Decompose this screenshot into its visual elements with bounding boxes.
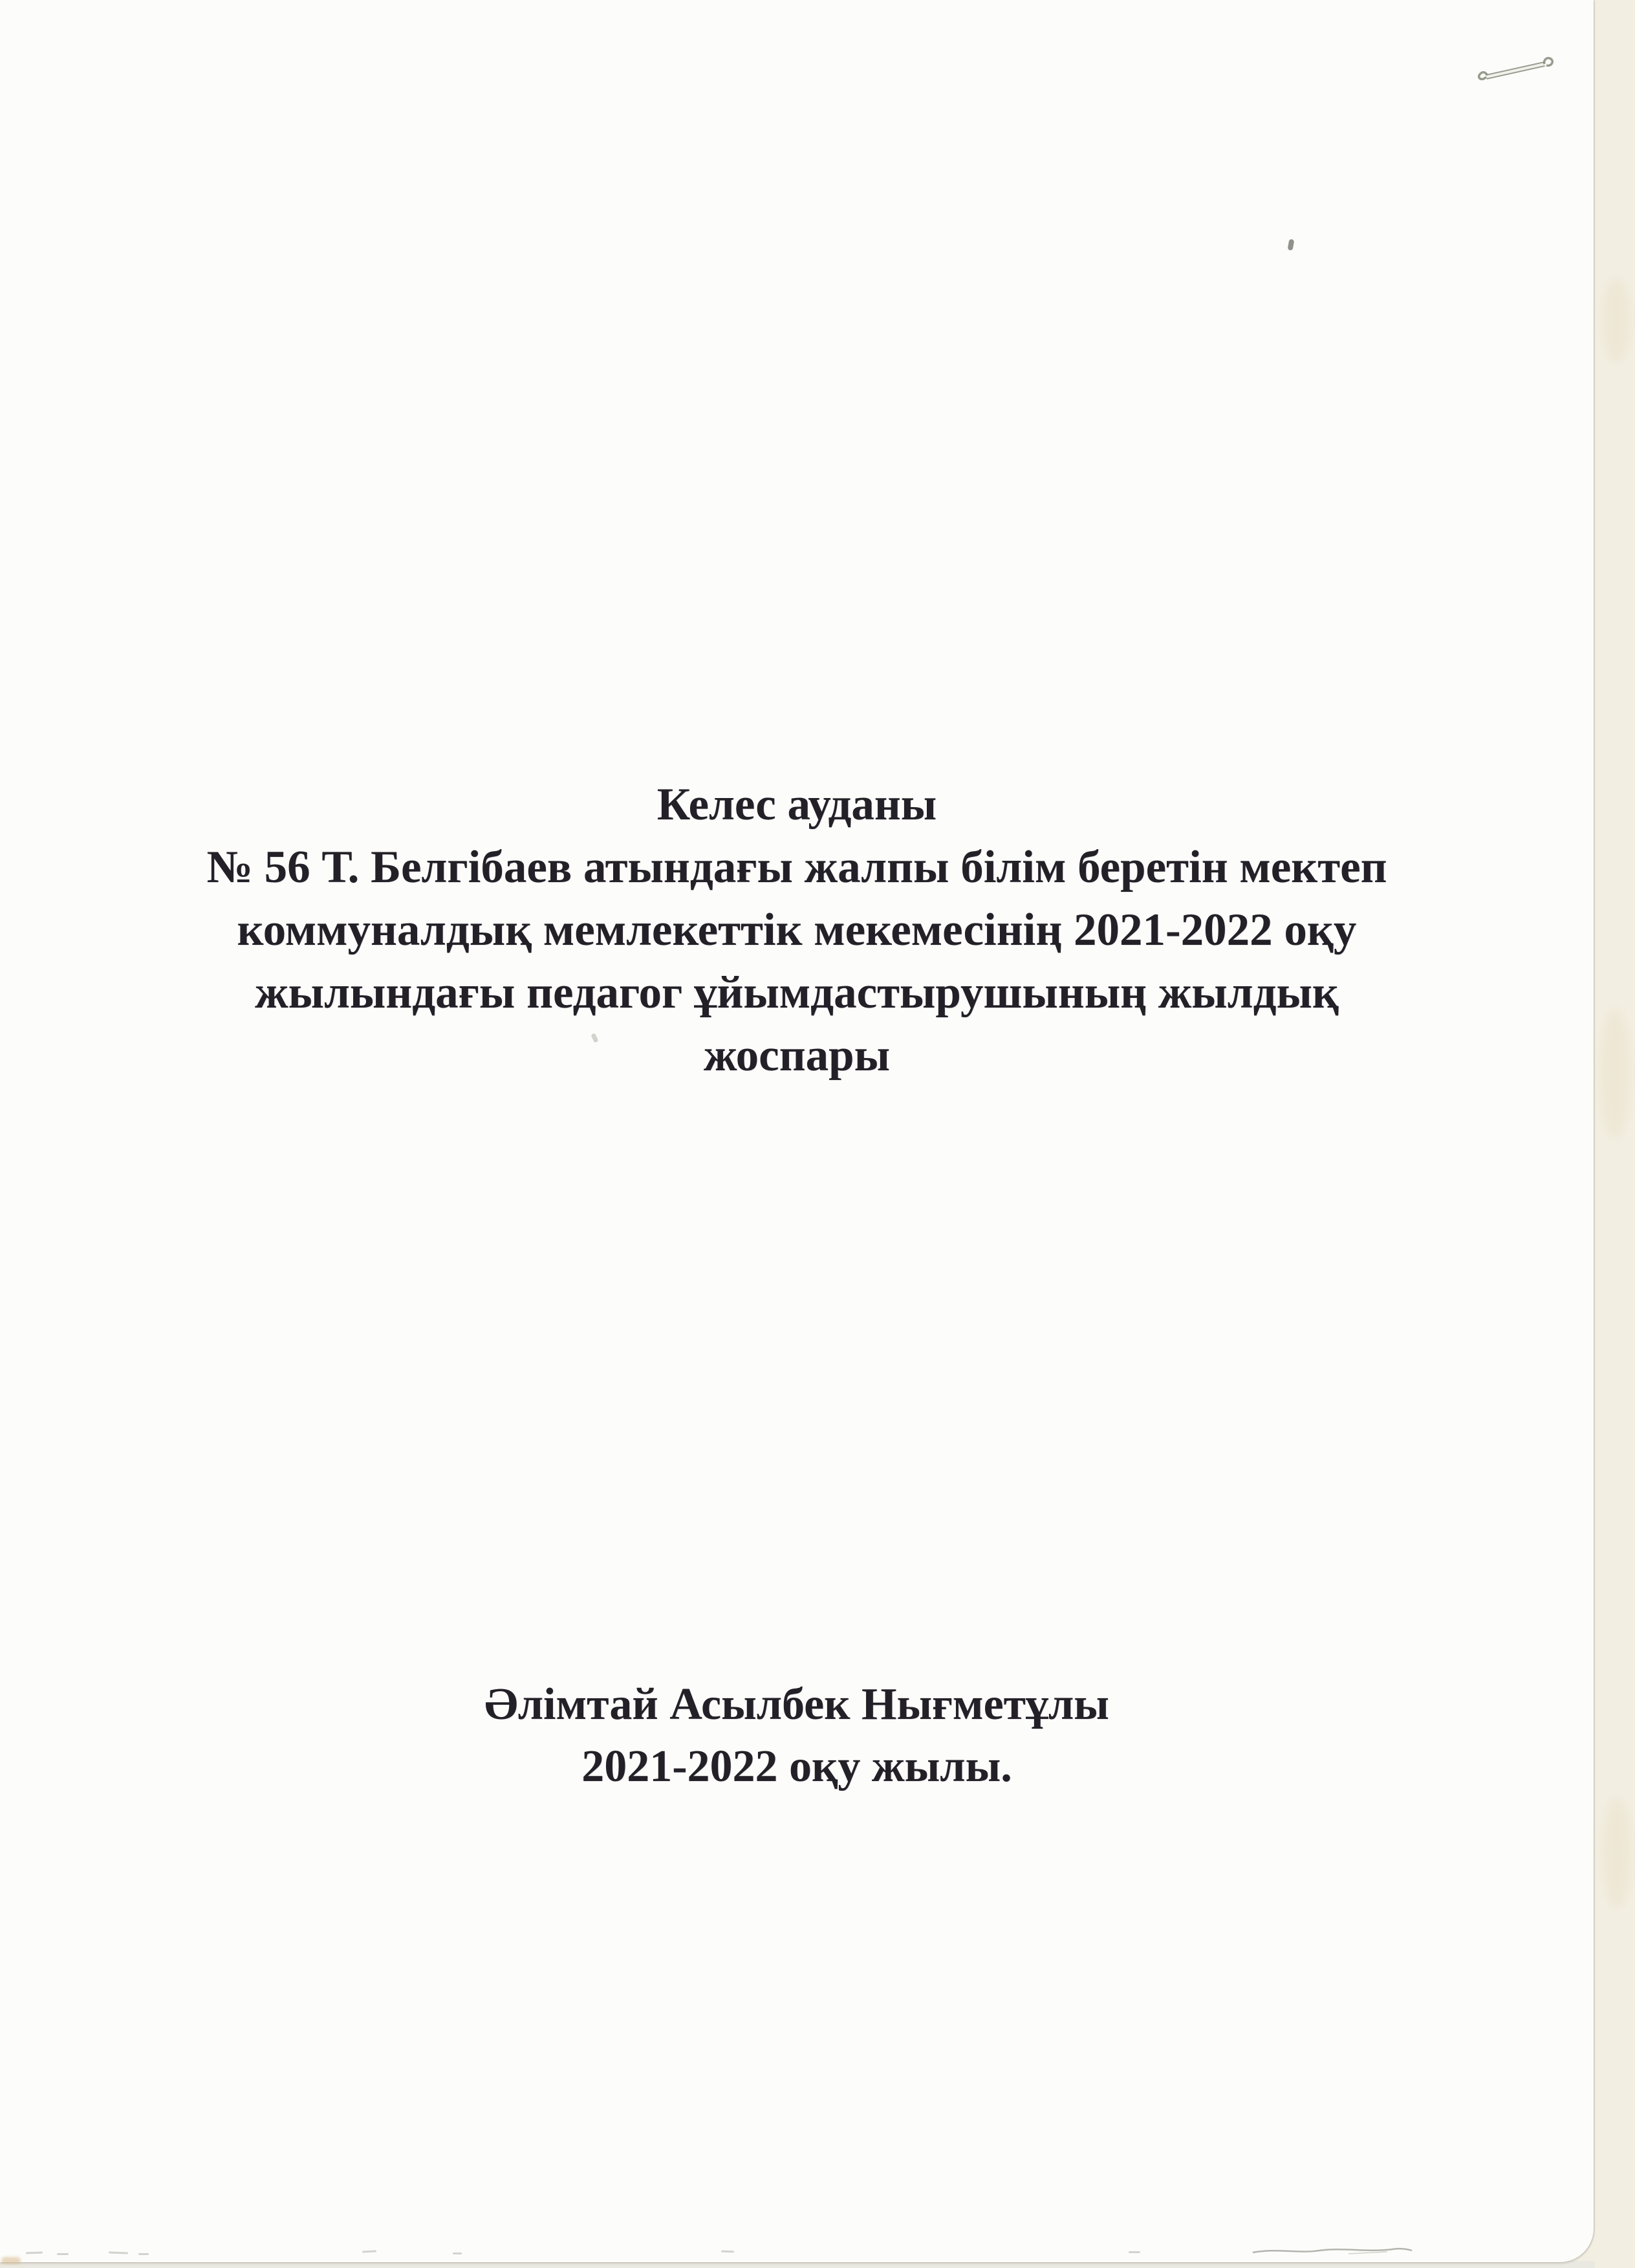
- scanner-strip-stain: [1600, 1009, 1630, 1138]
- scan-stain: [1, 2257, 21, 2264]
- author-block: [0, 1674, 1594, 1798]
- scan-smudge: [1251, 2244, 1414, 2257]
- scan-smudge: [1129, 2251, 1140, 2253]
- title-line-school: № 56 Т. Белгібаев атындағы жалпы білім беретін мектеп: [206, 842, 1387, 892]
- title-line-region: Келес ауданы: [656, 779, 937, 830]
- scan-smudge: [138, 2253, 149, 2255]
- scanner-strip-stain: [1603, 1798, 1631, 1908]
- scanner-strip-stain: [1603, 278, 1630, 362]
- scan-speck: [1288, 239, 1295, 250]
- title-line-role: жылындағы педагог ұйымдастырушының жылдық: [255, 967, 1339, 1018]
- scan-pen-mark: [1476, 53, 1560, 85]
- scan-smudge: [453, 2252, 462, 2254]
- scan-smudge: [57, 2253, 69, 2255]
- title-line-institution: коммуналдық мемлекеттік мекемесінің 2021-2022 оқу: [237, 905, 1357, 955]
- author-name-line: Әлімтай Асылбек Нығметұлы: [484, 1679, 1109, 1729]
- scan-smudge: [721, 2251, 734, 2253]
- academic-year-line: 2021-2022 оқу жылы.: [581, 1742, 1012, 1791]
- document-title: [0, 773, 1594, 1087]
- title-line-plan: жоспары: [703, 1030, 891, 1081]
